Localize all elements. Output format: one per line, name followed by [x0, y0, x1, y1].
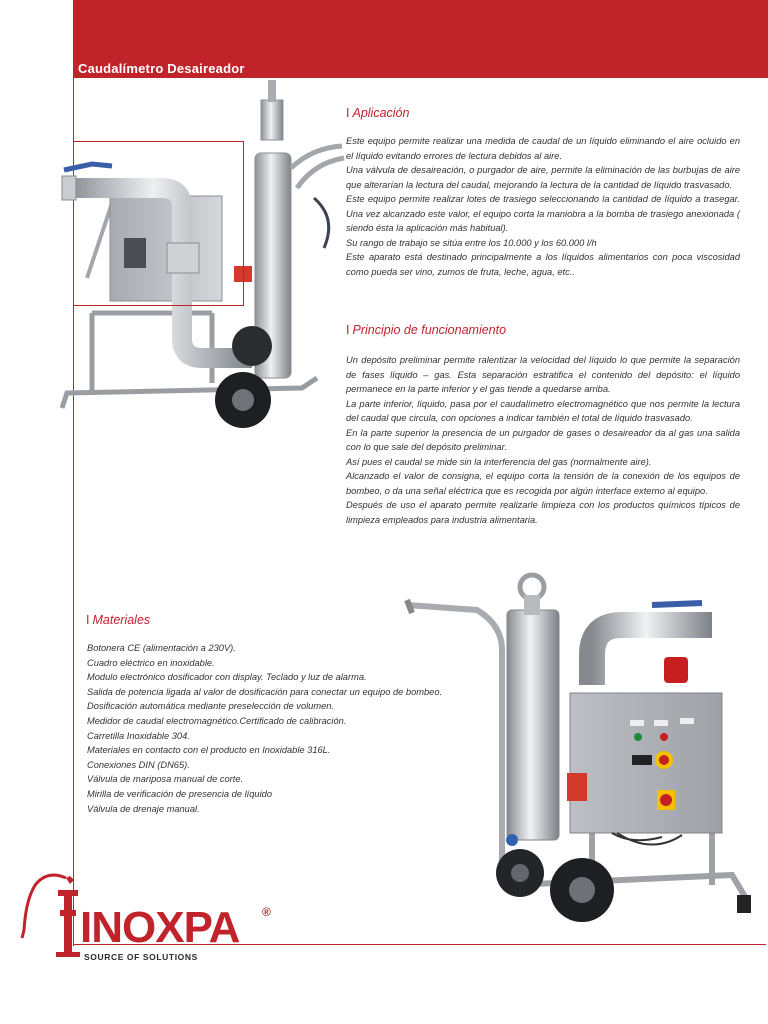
logo-wordmark: INOXPA: [80, 903, 240, 952]
paragraph: La parte inferior, líquido, pasa por el caudalímetro electromagnético que nos permite la lectura del caudal que circula, con opciones a indicar también el total de líquido trasvasado.: [346, 398, 740, 423]
aplicacion-text: [346, 134, 740, 279]
paragraph: Este equipo permite realizar lotes de trasiego seleccionando la cantidad de líquido a trasegar. Una vez alcanzado este valor, el equipo corta la maniobra a la bomba de trasiego anexionada ( siendo ésta la aplicación más habitual).: [346, 194, 740, 233]
page-title: Caudalímetro Desaireador: [78, 61, 245, 76]
list-item: Mirilla de verificación de presencia de líquido: [87, 788, 273, 799]
logo-tagline: SOURCE OF SOLUTIONS: [84, 952, 198, 962]
paragraph: Este aparato está destinado principalmente a los líquidos alimentarios con poca viscosidad como pueda ser vino, zumos de fruta, leche, agua, etc..: [346, 252, 740, 277]
list-item: Dosificación automática mediante preselección de volumen.: [87, 701, 335, 712]
principio-text: [346, 353, 740, 527]
section-title-text: Principio de funcionamiento: [352, 323, 507, 337]
paragraph: En la parte superior la presencia de un purgador de gases o desaireador da al gas una salida con lo que sale del depósito preliminar.: [346, 427, 740, 452]
list-item: Materiales en contacto con el producto en Inoxidable 316L.: [87, 745, 331, 756]
product-photo-bottom: [402, 565, 766, 935]
section-title-text: Materiales: [92, 613, 151, 627]
paragraph: Una válvula de desaireación, o purgador de aire, permite la eliminación de las burbujas de aire que alterarían la lectura del caudal, mejorando la lectura de la cantidad de líquido trasvasado.: [346, 165, 740, 190]
section-title-aplicacion: I Aplicación: [346, 106, 410, 120]
list-item: Carretilla Inoxidable 304.: [87, 730, 190, 741]
paragraph: Su rango de trabajo se sitúa entre los 10.000 y los 60.000 l/h: [346, 237, 597, 248]
inoxpa-logo: [18, 870, 280, 962]
paragraph: Así pues el caudal se mide sin la interferencia del gas (normalmente aire).: [346, 456, 652, 467]
paragraph: Después de uso el aparato permite realizarle limpieza con los productos químicos típicos de limpieza empleados para industria alimentaria.: [346, 500, 740, 525]
list-item: Válvula de mariposa manual de corte.: [87, 774, 244, 785]
section-title-principio: I Principio de funcionamiento: [346, 323, 507, 337]
paragraph: Alcanzado el valor de consigna, el equipo corta la tensión de la conexión de los equipos de bombeo, o da una señal eléctrica que es recogida por algún interface externo al equipo.: [346, 471, 740, 496]
section-title-text: Aplicación: [352, 106, 410, 120]
list-item: Conexiones DIN (DN65).: [87, 759, 190, 770]
list-item: Cuadro eléctrico en inoxidable.: [87, 657, 215, 668]
section-title-materiales: I Materiales: [86, 613, 151, 627]
list-item: Salida de potencia ligada al valor de dosificación para conectar un equipo de bombeo.: [87, 686, 443, 697]
paragraph: Este equipo permite realizar una medida de caudal de un líquido eliminando el aire ocluido en el líquido evitando errores de lectura debidos al aire.: [346, 136, 740, 161]
list-item: Botonera CE (alimentación a 230V).: [87, 643, 236, 653]
list-item: Modulo electrónico dosificador con display. Teclado y luz de alarma.: [87, 672, 367, 683]
list-item: Medidor de caudal electromagnético.Certificado de calibración.: [87, 715, 347, 726]
photo-frame: [73, 141, 244, 306]
registered-mark: ®: [262, 905, 271, 919]
paragraph: Un depósito preliminar permite ralentizar la velocidad del líquido lo que permite la separación de fases líquido – gas. Esta separación estratifica el contenido del depósito: el líquido permanece en la parte inferior y el gas tiende a quedarse arriba.: [346, 355, 740, 394]
list-item: Válvula de drenaje manual.: [87, 803, 200, 814]
